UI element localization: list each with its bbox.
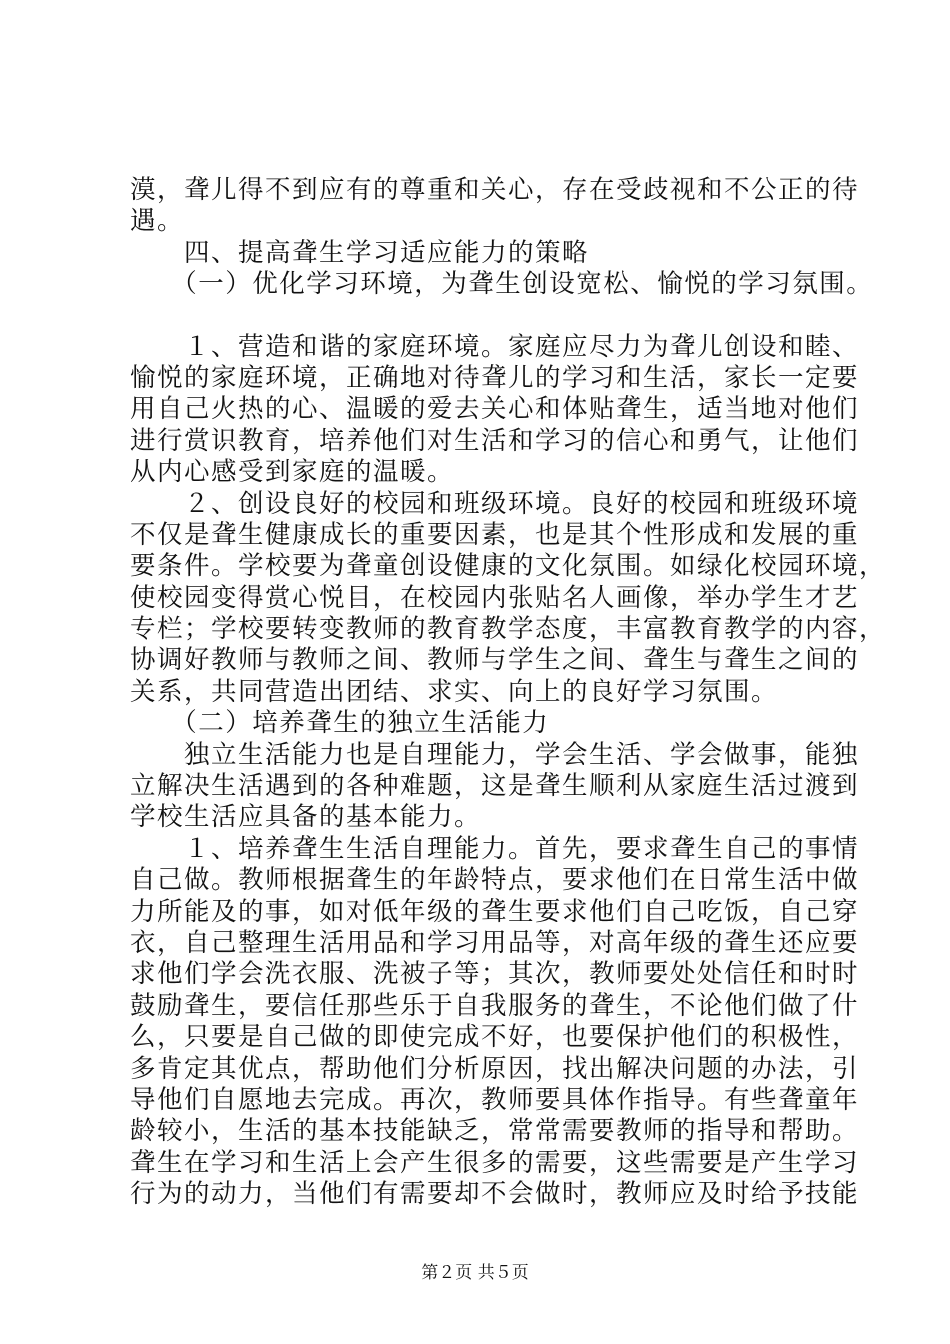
blank-line bbox=[130, 301, 835, 332]
text-line: 关系，共同营造出团结、求实、向上的良好学习氛围。 bbox=[130, 676, 779, 707]
text-line: 使校园变得赏心悦目，在校园内张贴名人画像，举办学生才艺 bbox=[130, 582, 860, 613]
text-line: 聋生在学习和生活上会产生很多的需要，这些需要是产生学习 bbox=[130, 1147, 860, 1178]
text-line: 么，只要是自己做的即使完成不好，也要保护他们的积极性， bbox=[130, 1022, 860, 1053]
text-line: ２、创设良好的校园和班级环境。良好的校园和班级环境 bbox=[130, 488, 860, 519]
text-line: 龄较小，生活的基本技能缺乏，常常需要教师的指导和帮助。 bbox=[130, 1116, 860, 1147]
text-line: 力所能及的事，如对低年级的聋生要求他们自己吃饭，自己穿 bbox=[130, 896, 860, 927]
text-line: １、营造和谐的家庭环境。家庭应尽力为聋儿创设和睦、 bbox=[130, 331, 860, 362]
text-line: 鼓励聋生，要信任那些乐于自我服务的聋生，不论他们做了什 bbox=[130, 990, 860, 1021]
text-line: 自己做。教师根据聋生的年龄特点，要求他们在日常生活中做 bbox=[130, 865, 860, 896]
document-body bbox=[130, 175, 887, 1211]
text-line: 愉悦的家庭环境，正确地对待聋儿的学习和生活，家长一定要 bbox=[130, 362, 860, 393]
text-line: 多肯定其优点，帮助他们分析原因，找出解决问题的办法，引 bbox=[130, 1053, 860, 1084]
text-line: 用自己火热的心、温暖的爱去关心和体贴聋生，适当地对他们 bbox=[130, 394, 860, 425]
text-line: 协调好教师与教师之间、教师与学生之间、聋生与聋生之间的 bbox=[130, 645, 860, 676]
text-line: 从内心感受到家庭的温暖。 bbox=[130, 457, 455, 488]
text-line: １、培养聋生生活自理能力。首先，要求聋生自己的事情 bbox=[130, 833, 860, 864]
subsection-heading: （一）优化学习环境，为聋生创设宽松、愉悦的学习氛围。 bbox=[130, 269, 874, 300]
text-line: 立解决生活遇到的各种难题，这是聋生顺利从家庭生活过渡到 bbox=[130, 771, 860, 802]
text-line: 衣，自己整理生活用品和学习用品等，对高年级的聋生还应要 bbox=[130, 927, 860, 958]
text-line: 进行赏识教育，培养他们对生活和学习的信心和勇气，让他们 bbox=[130, 425, 860, 456]
subsection-heading: （二）培养聋生的独立生活能力 bbox=[130, 708, 550, 739]
text-line: 专栏；学校要转变教师的教育教学态度，丰富教育教学的内容， bbox=[130, 614, 887, 645]
page-number-footer: 第２页 共５页 bbox=[421, 1263, 529, 1283]
text-line: 导他们自愿地去完成。再次，教师要具体作指导。有些聋童年 bbox=[130, 1084, 860, 1115]
text-line: 求他们学会洗衣服、洗被子等；其次，教师要处处信任和时时 bbox=[130, 959, 860, 990]
section-heading: 四、提高聋生学习适应能力的策略 bbox=[130, 237, 590, 268]
text-line: 学校生活应具备的基本能力。 bbox=[130, 802, 482, 833]
text-line: 独立生活能力也是自理能力，学会生活、学会做事，能独 bbox=[130, 739, 860, 770]
text-line: 漠，聋儿得不到应有的尊重和关心，存在受歧视和不公正的待 bbox=[130, 175, 860, 205]
text-line: 遇。 bbox=[130, 206, 185, 237]
text-line: 行为的动力，当他们有需要却不会做时，教师应及时给予技能 bbox=[130, 1179, 860, 1210]
text-line: 不仅是聋生健康成长的重要因素，也是其个性形成和发展的重 bbox=[130, 519, 860, 550]
text-line: 要条件。学校要为聋童创设健康的文化氛围。如绿化校园环境， bbox=[130, 551, 887, 582]
